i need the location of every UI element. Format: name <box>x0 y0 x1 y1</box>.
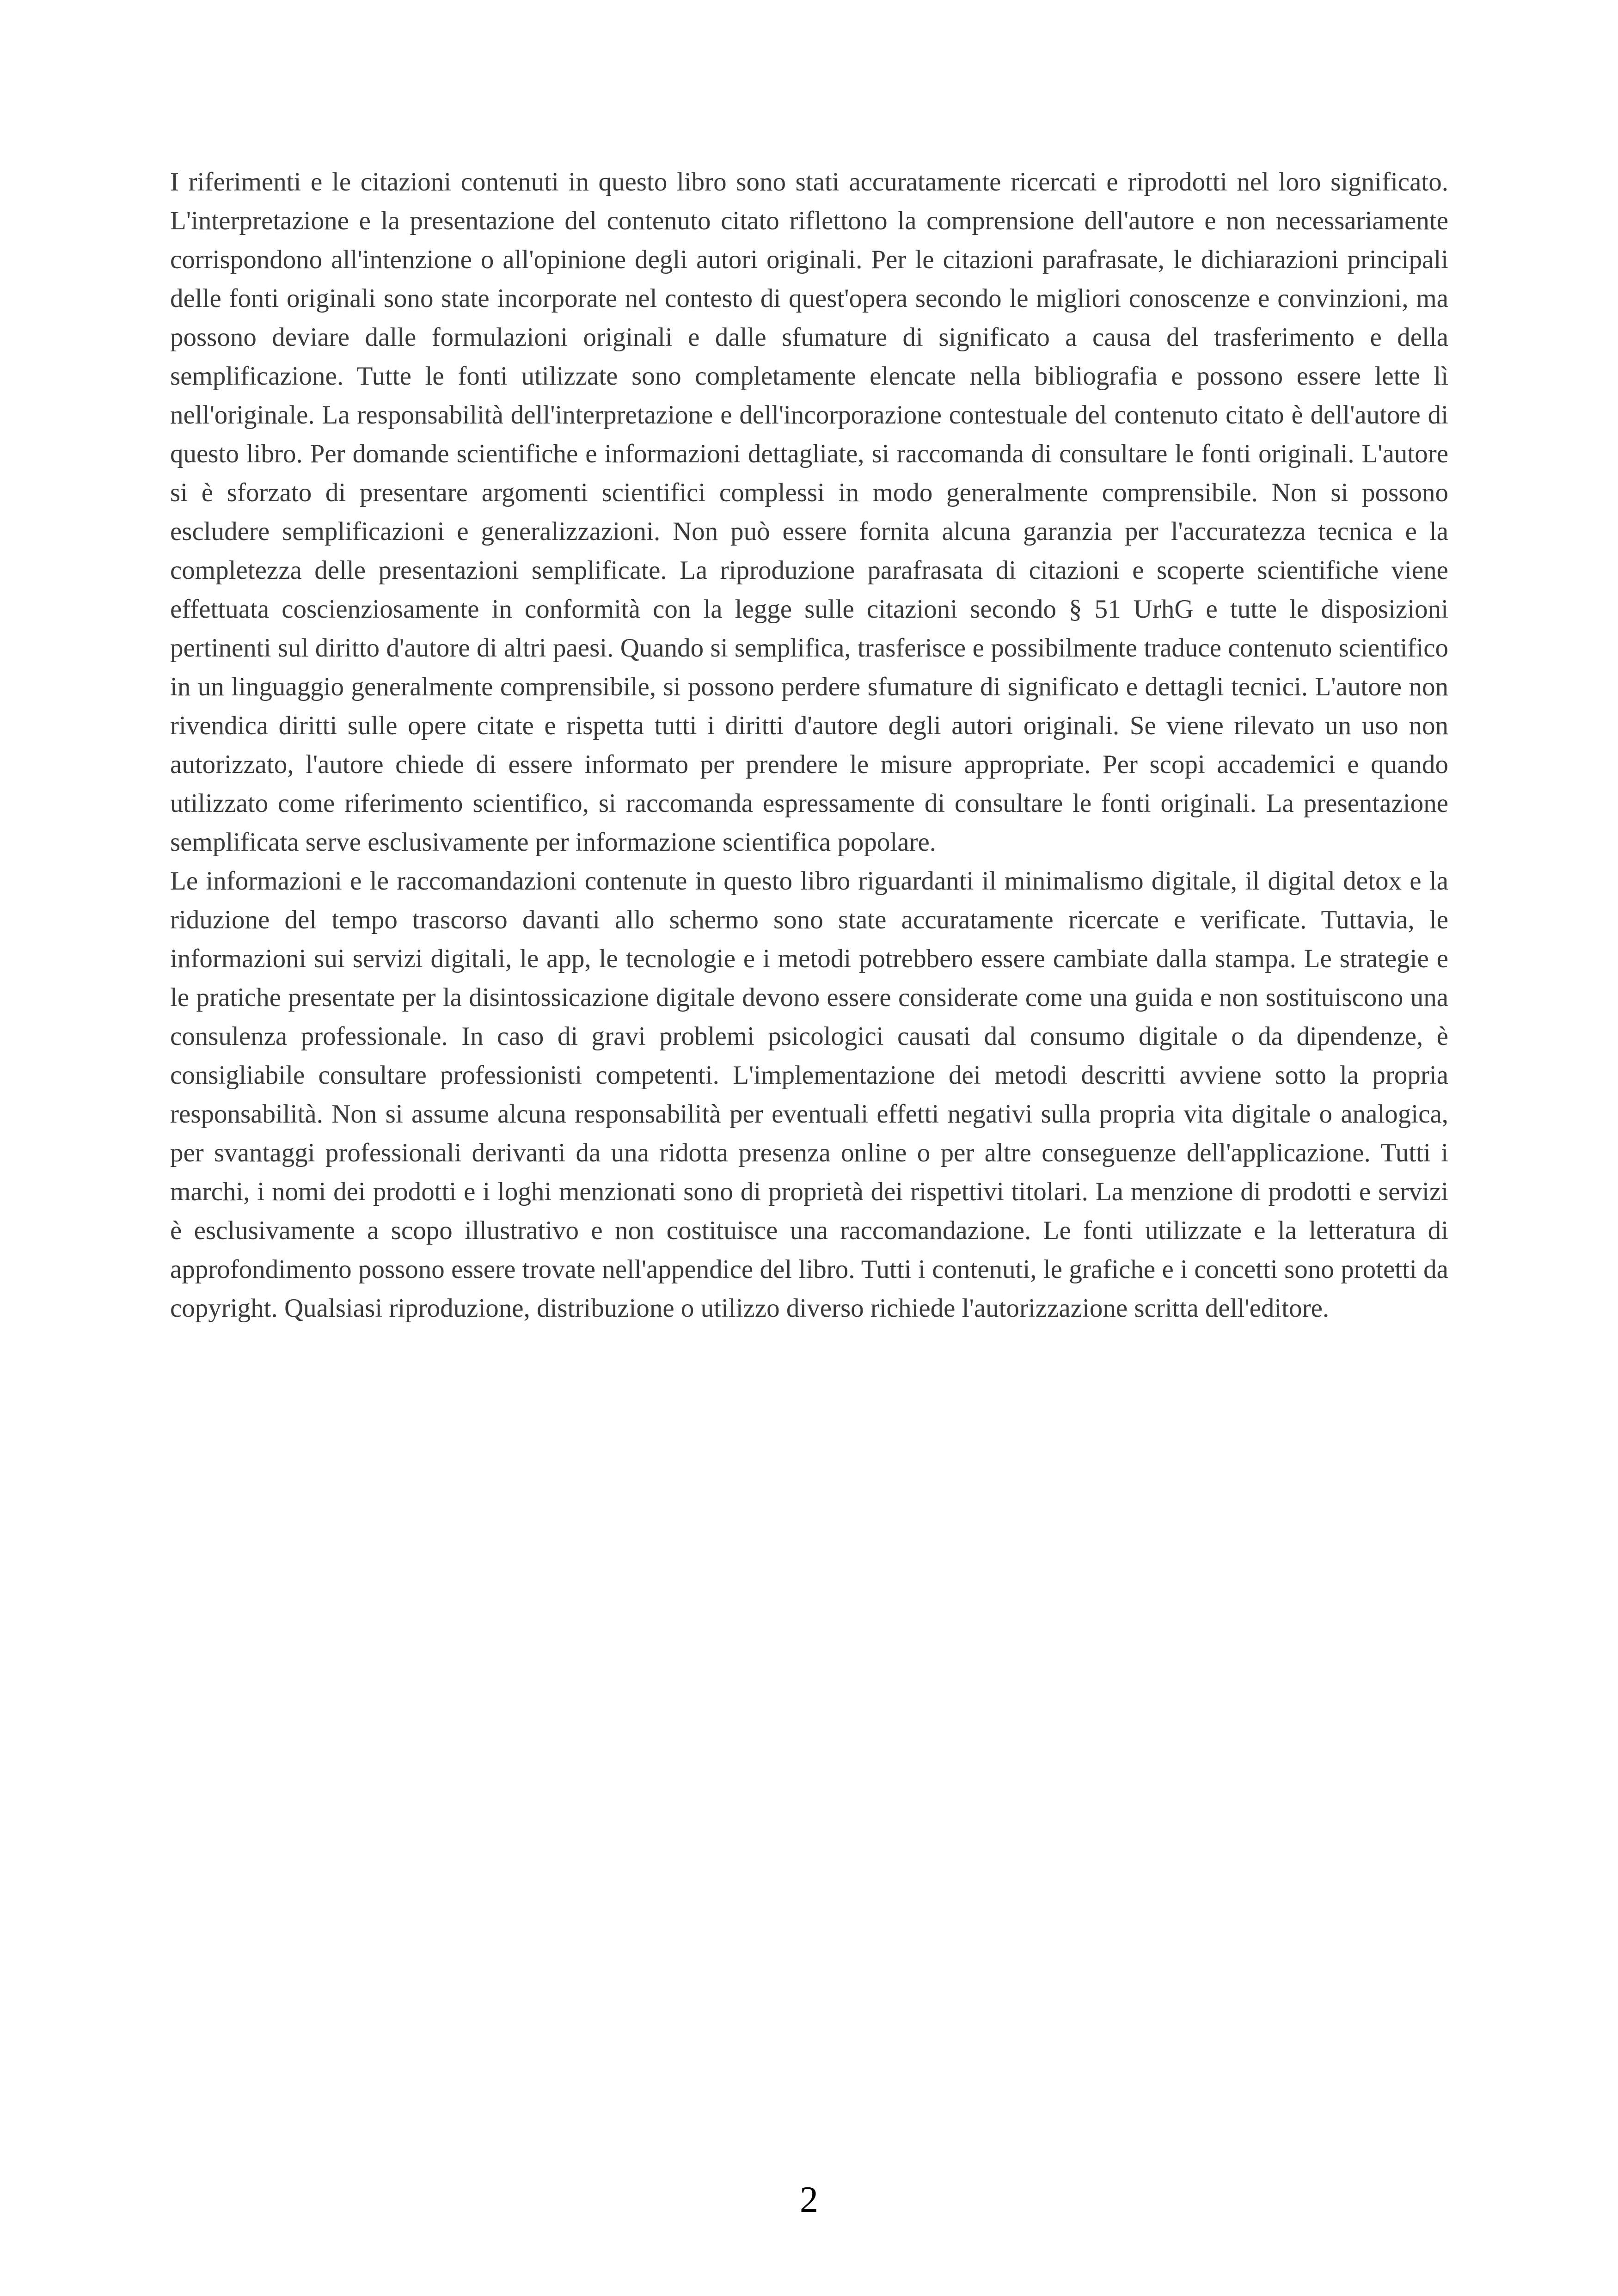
paragraph-digital-detox-disclaimer: Le informazioni e le raccomandazioni contenute in questo libro riguardanti il minimalismo digitale, il digital detox e la riduzione del tempo trascorso davanti allo schermo sono state accuratamente ricercate e verificate. Tuttavia, le informazioni sui servizi digitali, le app, le tecnologie e i metodi potrebbero essere cambiate dalla stampa. Le strategie e le pratiche presentate per la disintossicazione digitale devono essere considerate come una guida e non sostituiscono una consulenza professionale. In caso di gravi problemi psicologici causati dal consumo digitale o da dipendenze, è consigliabile consultare professionisti competenti. L'implementazione dei metodi descritti avviene sotto la propria responsabilità. Non si assume alcuna responsabilità per eventuali effetti negativi sulla propria vita digitale o analogica, per svantaggi professionali derivanti da una ridotta presenza online o per altre conseguenze dell'applicazione. Tutti i marchi, i nomi dei prodotti e i loghi menzionati sono di proprietà dei rispettivi titolari. La menzione di prodotti e servizi è esclusivamente a scopo illustrativo e non costituisce una raccomandazione. Le fonti utilizzate e la letteratura di approfondimento possono essere trovate nell'appendice del libro. Tutti i contenuti, le grafiche e i concetti sono protetti da copyright. Qualsiasi riproduzione, distribuzione o utilizzo diverso richiede l'autorizzazione scritta dell'editore. <box>170 866 1448 1323</box>
page-number: 2 <box>800 2179 818 2220</box>
body-text <box>170 163 1448 1328</box>
paragraph-citations-disclaimer: I riferimenti e le citazioni contenuti in questo libro sono stati accuratamente ricercati e riprodotti nel loro significato. L'interpretazione e la presentazione del contenuto citato riflettono la comprensione dell'autore e non necessariamente corrispondono all'intenzione o all'opinione degli autori originali. Per le citazioni parafrasate, le dichiarazioni principali delle fonti originali sono state incorporate nel contesto di quest'opera secondo le migliori conoscenze e convinzioni, ma possono deviare dalle formulazioni originali e dalle sfumature di significato a causa del trasferimento e della semplificazione. Tutte le fonti utilizzate sono completamente elencate nella bibliografia e possono essere lette lì nell'originale. La responsabilità dell'interpretazione e dell'incorporazione contestuale del contenuto citato è dell'autore di questo libro. Per domande scientifiche e informazioni dettagliate, si raccomanda di consultare le fonti originali. L'autore si è sforzato di presentare argomenti scientifici complessi in modo generalmente comprensibile. Non si possono escludere semplificazioni e generalizzazioni. Non può essere fornita alcuna garanzia per l'accuratezza tecnica e la completezza delle presentazioni semplificate. La riproduzione parafrasata di citazioni e scoperte scientifiche viene effettuata coscienziosamente in conformità con la legge sulle citazioni secondo § 51 UrhG e tutte le disposizioni pertinenti sul diritto d'autore di altri paesi. Quando si semplifica, trasferisce e possibilmente traduce contenuto scientifico in un linguaggio generalmente comprensibile, si possono perdere sfumature di significato e dettagli tecnici. L'autore non rivendica diritti sulle opere citate e rispetta tutti i diritti d'autore degli autori originali. Se viene rilevato un uso non autorizzato, l'autore chiede di essere informato per prendere le misure appropriate. Per scopi accademici e quando utilizzato come riferimento scientifico, si raccomanda espressamente di consultare le fonti originali. La presentazione semplificata serve esclusivamente per informazione scientifica popolare. <box>170 167 1448 857</box>
